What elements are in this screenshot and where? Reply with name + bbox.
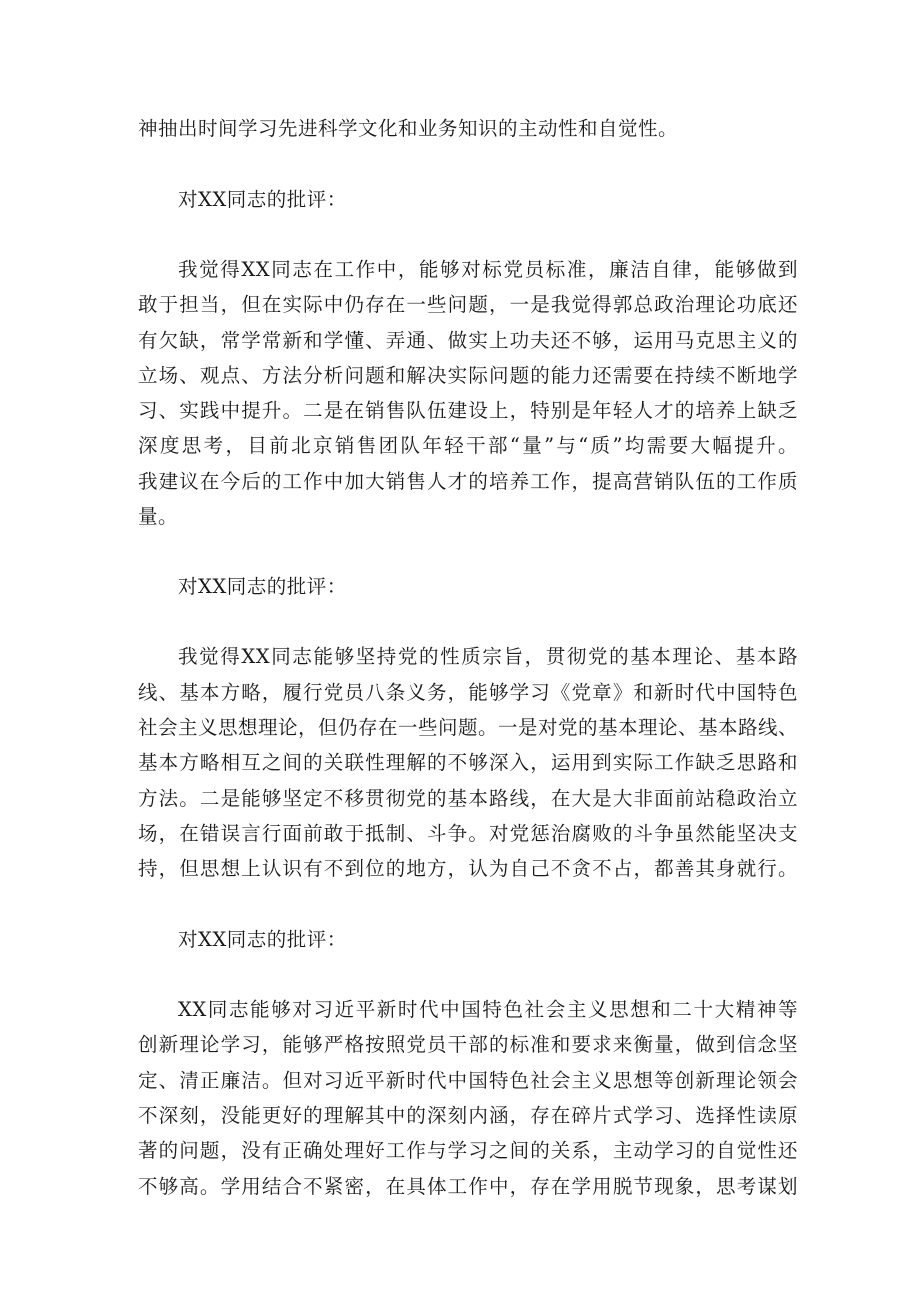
paragraph-line: 习、实践中提升。二是在销售队伍建设上，特别是年轻人才的培养上缺乏 (138, 399, 798, 422)
paragraph-line: 我觉得XX同志在工作中，能够对标党员标准，廉洁自律，能够做到 (178, 258, 798, 281)
paragraph-line: 我觉得XX同志能够坚持党的性质宗旨，贯彻党的基本理论、基本路 (178, 645, 798, 668)
paragraph-line: 创新理论学习，能够严格按照党员干部的标准和要求来衡量，做到信念坚 (138, 1033, 798, 1056)
paragraph-line: 有欠缺，常学常新和学懂、弄通、做实上功夫还不够，运用马克思主义的 (138, 329, 798, 352)
paragraph-line: 持，但思想上认识有不到位的地方，认为自己不贪不占，都善其身就行。 (138, 857, 798, 880)
section-heading: 对XX同志的批评： (178, 575, 347, 598)
paragraph-line: 基本方略相互之间的关联性理解的不够深入，运用到实际工作缺乏思路和 (138, 751, 798, 774)
paragraph-line: 线、基本方略，履行党员八条义务，能够学习《党章》和新时代中国特色 (138, 681, 798, 704)
paragraph-line: 我建议在今后的工作中加大销售人才的培养工作，提高营销队伍的工作质 (138, 470, 798, 493)
paragraph-line: 方法。二是能够坚定不移贯彻党的基本路线，在大是大非面前站稳政治立 (138, 787, 798, 810)
section-heading: 对XX同志的批评： (178, 188, 347, 211)
paragraph-line: XX同志能够对习近平新时代中国特色社会主义思想和二十大精神等 (178, 998, 798, 1021)
section-heading: 对XX同志的批评： (178, 928, 347, 951)
paragraph-line: 立场、观点、方法分析问题和解决实际问题的能力还需要在持续不断地学 (138, 364, 798, 387)
paragraph-line: 不深刻，没能更好的理解其中的深刻内涵，存在碎片式学习、选择性读原 (138, 1104, 798, 1127)
paragraph-line: 量。 (138, 505, 179, 528)
paragraph-line: 神抽出时间学习先进科学文化和业务知识的主动性和自觉性。 (138, 117, 679, 140)
paragraph-line: 敢于担当，但在实际中仍存在一些问题，一是我觉得郭总政治理论功底还 (138, 293, 798, 316)
paragraph-line: 定、清正廉洁。但对习近平新时代中国特色社会主义思想等创新理论领会 (138, 1069, 798, 1092)
paragraph-line: 社会主义思想理论，但仍存在一些问题。一是对党的基本理论、基本路线、 (138, 716, 799, 739)
paragraph-line: 不够高。学用结合不紧密，在具体工作中，存在学用脱节现象，思考谋划 (138, 1175, 798, 1198)
paragraph-line: 深度思考，目前北京销售团队年轻干部“量”与“质”均需要大幅提升。 (138, 434, 798, 457)
paragraph-line: 场，在错误言行面前敢于抵制、斗争。对党惩治腐败的斗争虽然能坚决支 (138, 822, 798, 845)
paragraph-line: 著的问题，没有正确处理好工作与学习之间的关系，主动学习的自觉性还 (138, 1139, 798, 1162)
